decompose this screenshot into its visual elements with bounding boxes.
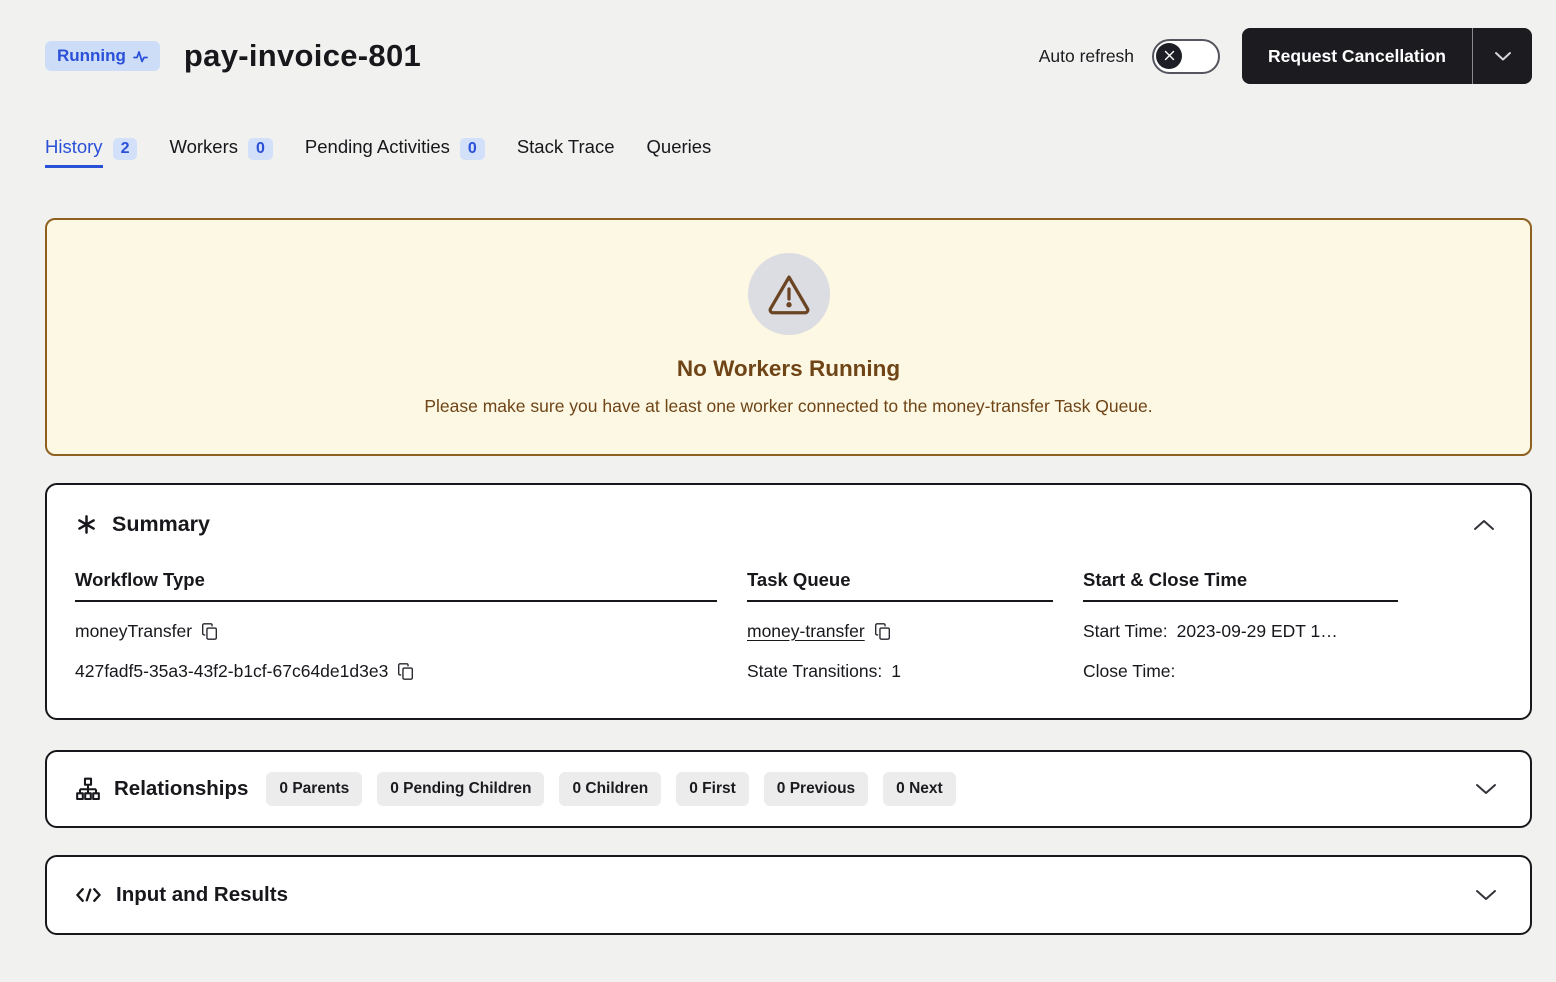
input-results-title: Input and Results <box>116 883 288 906</box>
parents-badge: 0 Parents <box>266 772 362 806</box>
copy-workflow-type-button[interactable] <box>201 622 218 641</box>
tab-pending-activities-label: Pending Activities <box>304 136 450 157</box>
workflow-type-column <box>75 569 717 682</box>
copy-run-id-button[interactable] <box>397 662 414 681</box>
summary-title: Summary <box>112 512 210 536</box>
chevron-down-icon <box>1474 888 1498 902</box>
code-icon <box>75 885 102 905</box>
summary-header[interactable] <box>75 512 1500 537</box>
chevron-down-icon <box>1493 50 1513 62</box>
state-transitions-row <box>747 661 1053 682</box>
workflow-tabs <box>45 136 1532 168</box>
alert-title: No Workers Running <box>676 356 901 381</box>
toggle-off-x-icon <box>1156 43 1182 69</box>
state-transitions-label: State Transitions: <box>747 661 883 681</box>
workflow-type-row <box>75 621 717 642</box>
task-queue-header: Task Queue <box>747 569 1053 602</box>
children-badge: 0 Children <box>559 772 661 806</box>
copy-task-queue-button[interactable] <box>874 622 891 641</box>
pending-children-badge: 0 Pending Children <box>377 772 544 806</box>
workflow-type-header: Workflow Type <box>75 569 717 602</box>
request-cancellation-button[interactable]: Request Cancellation <box>1242 28 1472 84</box>
copy-icon <box>397 662 414 681</box>
page-title: pay-invoice-801 <box>183 38 422 73</box>
header-actions <box>1039 28 1532 84</box>
tab-queries[interactable] <box>647 136 712 168</box>
asterisk-icon <box>75 513 98 536</box>
time-column <box>1083 569 1398 682</box>
tab-pending-activities[interactable] <box>305 136 485 168</box>
summary-collapse-button[interactable] <box>1468 514 1500 536</box>
tab-queries-label: Queries <box>646 136 712 157</box>
start-time-label: Start Time: <box>1083 621 1168 641</box>
tab-history-label: History <box>45 136 103 168</box>
auto-refresh-toggle[interactable] <box>1152 39 1220 74</box>
run-id-value: 427fadf5-35a3-43f2-b1cf-67c64de1d3e3 <box>75 661 389 681</box>
chevron-up-icon <box>1472 518 1496 532</box>
alert-message: Please make sure you have at least one worker connected to the money-transfer Task Queue. <box>424 396 1153 416</box>
input-results-section[interactable] <box>45 855 1532 935</box>
tab-workers-label: Workers <box>169 136 238 157</box>
request-cancellation-split-button <box>1242 28 1532 84</box>
input-results-expand-button[interactable] <box>1470 884 1502 906</box>
cancellation-menu-button[interactable] <box>1472 28 1532 84</box>
tab-history[interactable] <box>45 136 137 168</box>
hierarchy-icon <box>75 776 101 802</box>
auto-refresh-label: Auto refresh <box>1038 45 1135 66</box>
tab-stack-trace[interactable] <box>517 136 615 168</box>
run-id-row <box>75 661 717 682</box>
copy-icon <box>874 622 891 641</box>
close-time-row <box>1083 661 1398 682</box>
time-header: Start & Close Time <box>1083 569 1398 602</box>
state-transitions-value: 1 <box>891 661 901 681</box>
task-queue-row <box>747 621 1053 642</box>
next-badge: 0 Next <box>883 772 956 806</box>
summary-section <box>45 483 1532 720</box>
tab-workers[interactable] <box>169 136 272 168</box>
warning-icon <box>748 253 830 335</box>
start-time-row <box>1083 621 1398 642</box>
close-time-label: Close Time: <box>1083 661 1176 681</box>
tab-workers-count-badge: 0 <box>248 138 273 160</box>
tab-stack-trace-label: Stack Trace <box>516 136 615 157</box>
task-queue-column <box>747 569 1053 682</box>
tab-history-count-badge: 2 <box>113 138 138 160</box>
relationships-expand-button[interactable] <box>1470 778 1502 800</box>
summary-grid <box>75 569 1500 682</box>
first-badge: 0 First <box>676 772 749 806</box>
previous-badge: 0 Previous <box>764 772 868 806</box>
relationships-title: Relationships <box>114 777 249 800</box>
copy-icon <box>201 622 218 641</box>
status-pulse-icon <box>133 49 148 64</box>
relationships-section[interactable] <box>45 750 1532 828</box>
chevron-down-icon <box>1474 782 1498 796</box>
workflow-type-value: moneyTransfer <box>75 621 193 641</box>
relationships-badges <box>266 772 955 806</box>
workflow-detail-page <box>45 28 1532 935</box>
no-workers-alert <box>45 218 1532 456</box>
start-time-value: 2023-09-29 EDT 1… <box>1176 621 1338 641</box>
status-badge <box>45 41 160 71</box>
page-header <box>45 28 1532 84</box>
task-queue-link[interactable]: money-transfer <box>747 621 865 641</box>
status-badge-label: Running <box>57 46 126 65</box>
tab-pending-activities-count-badge: 0 <box>460 138 485 160</box>
